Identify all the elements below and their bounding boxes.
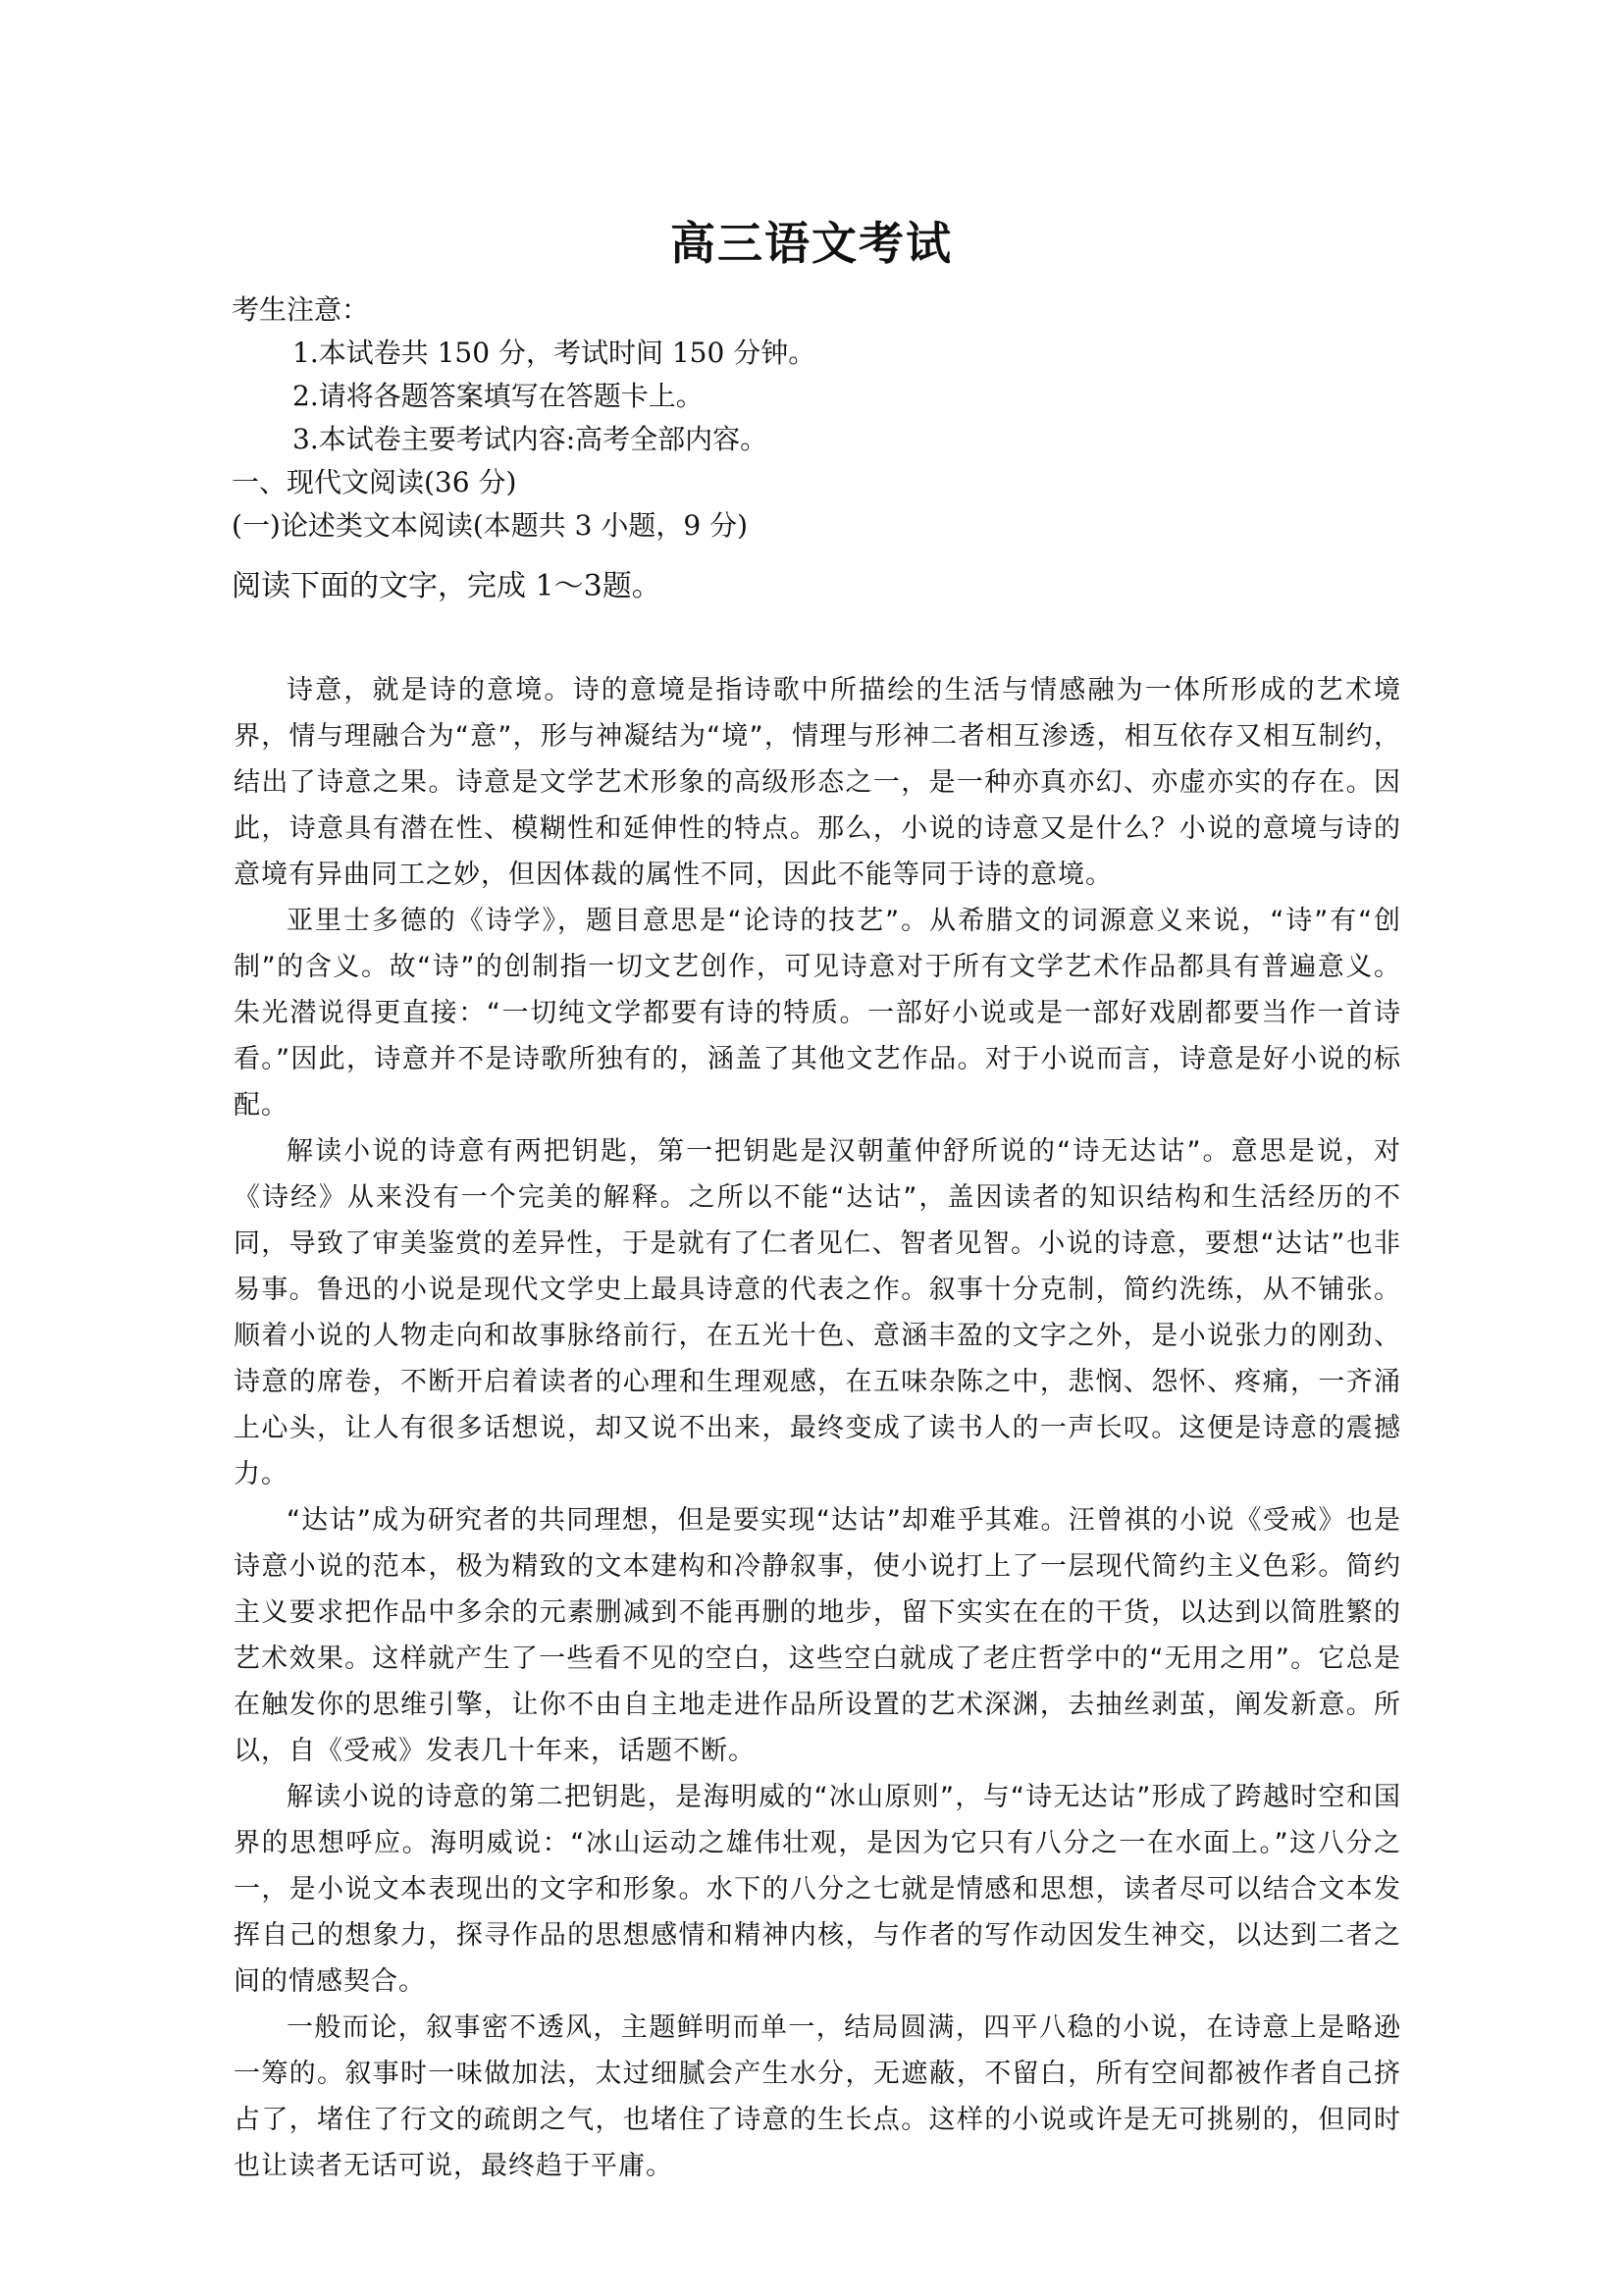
passage-paragraph-6: 一般而论，叙事密不透风，主题鲜明而单一，结局圆满，四平八稳的小说，在诗意上是略逊一筹的。叙事时一味做加法，太过细腻会产生水分，无遮蔽，不留白，所有空间都被作者自己挤占了，堵住了行文的疏朗之气，也堵住了诗意的生长点。这样的小说或许是无可挑剔的，但同时也让读者无话可说，最终趋于平庸。: [234, 2012, 1401, 2181]
notice-item-1: 1.本试卷共 150 分，考试时间 150 分钟。: [292, 337, 816, 369]
passage-paragraph-5: 解读小说的诗意的第二把钥匙，是海明威的“冰山原则”，与“诗无达诂”形成了跨越时空和国界的思想呼应。海明威说：“冰山运动之雄伟壮观，是因为它只有八分之一在水面上。”这八分之一，是小说文本表现出的文字和形象。水下的八分之七就是情感和思想，读者尽可以结合文本发挥自己的想象力，探寻作品的思想感情和精神内核，与作者的写作动因发生神交，以达到二者之间的情感契合。: [234, 1782, 1401, 1997]
passage-paragraph-4: “达诂”成为研究者的共同理想，但是要实现“达诂”却难乎其难。汪曾祺的小说《受戒》也是诗意小说的范本，极为精致的文本建构和冷静叙事，使小说打上了一层现代简约主义色彩。简约主义要求把作品中多余的元素删减到不能再删的地步，留下实实在在的干货，以达到以简胜繁的艺术效果。这样就产生了一些看不见的空白，这些空白就成了老庄哲学中的“无用之用”。它总是在触发你的思维引擎，让你不由自主地走进作品所设置的艺术深渊，去抽丝剥茧，阐发新意。所以，自《受戒》发表几十年来，话题不断。: [234, 1505, 1401, 1766]
notice-item-2: 2.请将各题答案填写在答题卡上。: [292, 380, 704, 412]
reading-passage: [234, 667, 1401, 2189]
passage-paragraph-3: 解读小说的诗意有两把钥匙，第一把钥匙是汉朝董仲舒所说的“诗无达诂”。意思是说，对《诗经》从来没有一个完美的解释。之所以不能“达诂”，盖因读者的知识结构和生活经历的不同，导致了审美鉴赏的差异性，于是就有了仁者见仁、智者见智。小说的诗意，要想“达诂”也非易事。鲁迅的小说是现代文学史上最具诗意的代表之作。叙事十分克制，简约洗练，从不铺张。顺着小说的人物走向和故事脉络前行，在五光十色、意涵丰盈的文字之外，是小说张力的刚劲、诗意的席卷，不断开启着读者的心理和生理观感，在五味杂陈之中，悲悯、怨怀、疼痛，一齐涌上心头，让人有很多话想说，却又说不出来，最终变成了读书人的一声长叹。这便是诗意的震撼力。: [234, 1136, 1401, 1489]
reading-instruction: 阅读下面的文字，完成 1～3题。: [232, 569, 661, 603]
notice-item-3: 3.本试卷主要考试内容:高考全部内容。: [292, 423, 768, 455]
notice-heading: 考生注意：: [232, 293, 370, 326]
section-heading: 一、现代文阅读(36 分): [232, 466, 517, 498]
subsection-heading: (一)论述类文本阅读(本题共 3 小题，9 分): [232, 509, 749, 542]
passage-paragraph-2: 亚里士多德的《诗学》，题目意思是“论诗的技艺”。从希腊文的词源意义来说，“诗”有“创制”的含义。故“诗”的创制指一切文艺创作，可见诗意对于所有文学艺术作品都具有普遍意义。朱光潜说得更直接：“一切纯文学都要有诗的特质。一部好小说或是一部好戏剧都要当作一首诗看。”因此，诗意并不是诗歌所独有的，涵盖了其他文艺作品。对于小说而言，诗意是好小说的标配。: [234, 906, 1401, 1121]
exam-title: 高三语文考试: [670, 217, 953, 270]
candidate-notice: [232, 288, 1409, 548]
passage-paragraph-1: 诗意，就是诗的意境。诗的意境是指诗歌中所描绘的生活与情感融为一体所形成的艺术境界，情与理融合为“意”，形与神凝结为“境”，情理与形神二者相互渗透，相互依存又相互制约，结出了诗意之果。诗意是文学艺术形象的高级形态之一，是一种亦真亦幻、亦虚亦实的存在。因此，诗意具有潜在性、模糊性和延伸性的特点。那么，小说的诗意又是什么？小说的意境与诗的意境有异曲同工之妙，但因体裁的属性不同，因此不能等同于诗的意境。: [234, 675, 1401, 890]
